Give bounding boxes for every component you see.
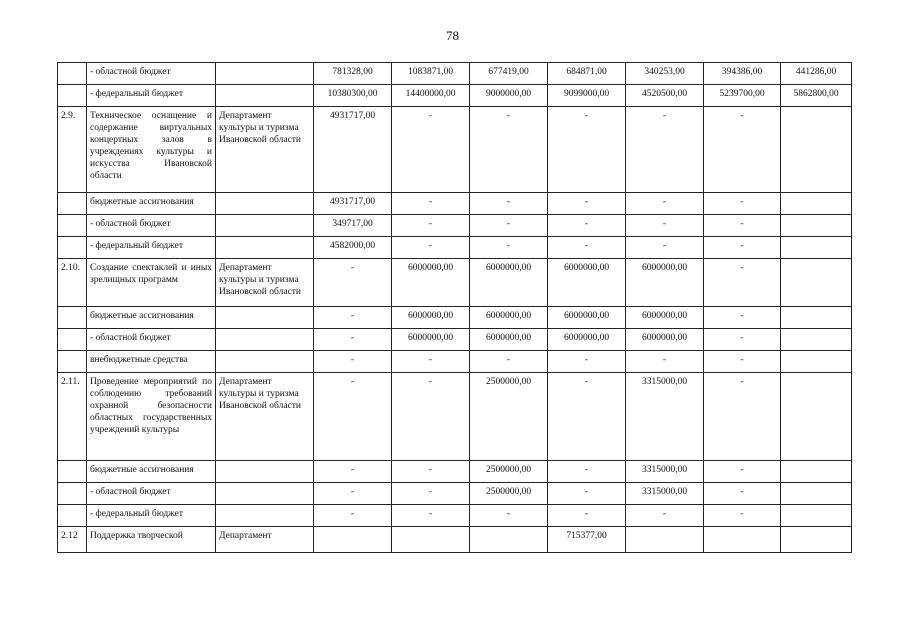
amount-cell-year-6: - xyxy=(704,307,781,329)
amount-cell-year-5 xyxy=(626,527,704,553)
measure-name-cell: Поддержка творческой xyxy=(87,527,216,553)
amount-cell-year-5: - xyxy=(626,505,704,527)
executor-cell: Департамент культуры и туризма Ивановской области xyxy=(216,107,314,193)
measure-name-cell: бюджетные ассигнования xyxy=(87,307,216,329)
amount-cell-year-4: 715377,00 xyxy=(548,527,626,553)
amount-cell-year-4: - xyxy=(548,373,626,461)
executor-cell xyxy=(216,215,314,237)
amount-cell-year-1: 781328,00 xyxy=(314,63,392,85)
amount-cell-year-3 xyxy=(470,527,548,553)
row-number-cell: 2.12 xyxy=(58,527,87,553)
amount-cell-year-5: - xyxy=(626,351,704,373)
amount-cell-year-6: - xyxy=(704,351,781,373)
amount-cell-year-5: - xyxy=(626,237,704,259)
table-row xyxy=(58,461,852,483)
amount-cell-year-3: 9000000,00 xyxy=(470,85,548,107)
amount-cell-year-7 xyxy=(781,259,852,307)
amount-cell-year-3: 2500000,00 xyxy=(470,461,548,483)
amount-cell-year-3: 6000000,00 xyxy=(470,307,548,329)
amount-cell-year-3: - xyxy=(470,107,548,193)
row-number-cell: 2.10. xyxy=(58,259,87,307)
amount-cell-year-5: 6000000,00 xyxy=(626,329,704,351)
executor-cell: Департамент xyxy=(216,527,314,553)
amount-cell-year-5: 340253,00 xyxy=(626,63,704,85)
amount-cell-year-6: - xyxy=(704,461,781,483)
row-number-cell xyxy=(58,237,87,259)
row-number-cell xyxy=(58,85,87,107)
amount-cell-year-4: - xyxy=(548,215,626,237)
measure-name-cell: бюджетные ассигнования xyxy=(87,193,216,215)
amount-cell-year-1: 349717,00 xyxy=(314,215,392,237)
amount-cell-year-3: - xyxy=(470,237,548,259)
amount-cell-year-5: 6000000,00 xyxy=(626,307,704,329)
amount-cell-year-4: - xyxy=(548,107,626,193)
amount-cell-year-6: - xyxy=(704,329,781,351)
executor-cell xyxy=(216,351,314,373)
measure-name-cell: Создание спектаклей и иных зрелищных программ xyxy=(87,259,216,307)
amount-cell-year-1: 4931717,00 xyxy=(314,107,392,193)
amount-cell-year-6: - xyxy=(704,237,781,259)
amount-cell-year-1: - xyxy=(314,461,392,483)
amount-cell-year-3: - xyxy=(470,215,548,237)
measure-name-cell: - областной бюджет xyxy=(87,63,216,85)
row-number-cell xyxy=(58,63,87,85)
amount-cell-year-4: 6000000,00 xyxy=(548,329,626,351)
amount-cell-year-7 xyxy=(781,461,852,483)
amount-cell-year-3: 2500000,00 xyxy=(470,483,548,505)
table-row xyxy=(58,237,852,259)
table-row xyxy=(58,193,852,215)
table-row xyxy=(58,483,852,505)
amount-cell-year-7: 5862800,00 xyxy=(781,85,852,107)
amount-cell-year-1: 10380300,00 xyxy=(314,85,392,107)
amount-cell-year-2: 14400000,00 xyxy=(392,85,470,107)
row-number-cell: 2.11. xyxy=(58,373,87,461)
amount-cell-year-3: 677419,00 xyxy=(470,63,548,85)
amount-cell-year-3: 6000000,00 xyxy=(470,259,548,307)
amount-cell-year-6: - xyxy=(704,215,781,237)
amount-cell-year-4: - xyxy=(548,237,626,259)
row-number-cell xyxy=(58,505,87,527)
amount-cell-year-5: 3315000,00 xyxy=(626,461,704,483)
amount-cell-year-1 xyxy=(314,527,392,553)
amount-cell-year-2: - xyxy=(392,483,470,505)
table-row xyxy=(58,351,852,373)
amount-cell-year-2: 6000000,00 xyxy=(392,307,470,329)
amount-cell-year-7 xyxy=(781,237,852,259)
amount-cell-year-1: - xyxy=(314,351,392,373)
amount-cell-year-2: - xyxy=(392,107,470,193)
amount-cell-year-4: 6000000,00 xyxy=(548,307,626,329)
amount-cell-year-5: - xyxy=(626,107,704,193)
amount-cell-year-4: - xyxy=(548,461,626,483)
measure-name-cell: - федеральный бюджет xyxy=(87,237,216,259)
amount-cell-year-7 xyxy=(781,527,852,553)
table-row xyxy=(58,215,852,237)
amount-cell-year-6: - xyxy=(704,107,781,193)
amount-cell-year-7 xyxy=(781,505,852,527)
amount-cell-year-2: - xyxy=(392,237,470,259)
table-row xyxy=(58,85,852,107)
measure-name-cell: - областной бюджет xyxy=(87,483,216,505)
executor-cell xyxy=(216,307,314,329)
amount-cell-year-1: 4931717,00 xyxy=(314,193,392,215)
amount-cell-year-5: 4520500,00 xyxy=(626,85,704,107)
amount-cell-year-6: 5239700,00 xyxy=(704,85,781,107)
amount-cell-year-1: - xyxy=(314,307,392,329)
amount-cell-year-1: - xyxy=(314,505,392,527)
row-number-cell xyxy=(58,215,87,237)
amount-cell-year-7 xyxy=(781,307,852,329)
executor-cell xyxy=(216,505,314,527)
row-number-cell xyxy=(58,351,87,373)
amount-cell-year-4: - xyxy=(548,505,626,527)
amount-cell-year-2: - xyxy=(392,215,470,237)
amount-cell-year-2: - xyxy=(392,351,470,373)
executor-cell xyxy=(216,461,314,483)
executor-cell xyxy=(216,483,314,505)
amount-cell-year-7 xyxy=(781,107,852,193)
measure-name-cell: бюджетные ассигнования xyxy=(87,461,216,483)
measure-name-cell: внебюджетные средства xyxy=(87,351,216,373)
amount-cell-year-7 xyxy=(781,215,852,237)
measure-name-cell: - областной бюджет xyxy=(87,215,216,237)
amount-cell-year-2: - xyxy=(392,373,470,461)
row-number-cell xyxy=(58,483,87,505)
row-number-cell xyxy=(58,461,87,483)
amount-cell-year-1: - xyxy=(314,483,392,505)
amount-cell-year-1: 4582000,00 xyxy=(314,237,392,259)
amount-cell-year-7 xyxy=(781,483,852,505)
amount-cell-year-5: 3315000,00 xyxy=(626,483,704,505)
amount-cell-year-1: - xyxy=(314,259,392,307)
amount-cell-year-4: 684871,00 xyxy=(548,63,626,85)
row-number-cell xyxy=(58,193,87,215)
amount-cell-year-5: - xyxy=(626,193,704,215)
amount-cell-year-6 xyxy=(704,527,781,553)
row-number-cell xyxy=(58,329,87,351)
amount-cell-year-5: 3315000,00 xyxy=(626,373,704,461)
budget-table xyxy=(57,62,852,553)
amount-cell-year-3: - xyxy=(470,193,548,215)
amount-cell-year-6: - xyxy=(704,373,781,461)
amount-cell-year-6: - xyxy=(704,505,781,527)
executor-cell: Департамент культуры и туризма Ивановской области xyxy=(216,373,314,461)
amount-cell-year-7: 441286,00 xyxy=(781,63,852,85)
executor-cell xyxy=(216,237,314,259)
amount-cell-year-1: - xyxy=(314,373,392,461)
amount-cell-year-6: 394386,00 xyxy=(704,63,781,85)
table-row xyxy=(58,329,852,351)
executor-cell xyxy=(216,329,314,351)
amount-cell-year-5: 6000000,00 xyxy=(626,259,704,307)
amount-cell-year-7 xyxy=(781,351,852,373)
amount-cell-year-3: 6000000,00 xyxy=(470,329,548,351)
table-row xyxy=(58,307,852,329)
amount-cell-year-2 xyxy=(392,527,470,553)
measure-name-cell: - федеральный бюджет xyxy=(87,505,216,527)
table-row xyxy=(58,259,852,307)
page-number: 78 xyxy=(446,28,459,43)
executor-cell xyxy=(216,63,314,85)
amount-cell-year-4: 6000000,00 xyxy=(548,259,626,307)
amount-cell-year-3: 2500000,00 xyxy=(470,373,548,461)
executor-cell xyxy=(216,85,314,107)
amount-cell-year-2: 6000000,00 xyxy=(392,329,470,351)
amount-cell-year-4: - xyxy=(548,351,626,373)
amount-cell-year-2: 1083871,00 xyxy=(392,63,470,85)
table-row xyxy=(58,107,852,193)
amount-cell-year-2: 6000000,00 xyxy=(392,259,470,307)
amount-cell-year-3: - xyxy=(470,351,548,373)
measure-name-cell: - областной бюджет xyxy=(87,329,216,351)
executor-cell xyxy=(216,193,314,215)
amount-cell-year-2: - xyxy=(392,505,470,527)
amount-cell-year-2: - xyxy=(392,193,470,215)
amount-cell-year-4: 9099000,00 xyxy=(548,85,626,107)
amount-cell-year-7 xyxy=(781,329,852,351)
amount-cell-year-5: - xyxy=(626,215,704,237)
amount-cell-year-1: - xyxy=(314,329,392,351)
table-row xyxy=(58,505,852,527)
executor-cell: Департамент культуры и туризма Ивановской области xyxy=(216,259,314,307)
measure-name-cell: Проведение мероприятий по соблюдению требований охранной безопасности областных государственных учреждений культуры xyxy=(87,373,216,461)
amount-cell-year-4: - xyxy=(548,193,626,215)
row-number-cell: 2.9. xyxy=(58,107,87,193)
amount-cell-year-4: - xyxy=(548,483,626,505)
amount-cell-year-3: - xyxy=(470,505,548,527)
measure-name-cell: Техническое оснащение и содержание виртуальных концертных залов в учреждениях культуры и искусства Ивановской области xyxy=(87,107,216,193)
table-row xyxy=(58,373,852,461)
amount-cell-year-7 xyxy=(781,193,852,215)
measure-name-cell: - федеральный бюджет xyxy=(87,85,216,107)
amount-cell-year-2: - xyxy=(392,461,470,483)
row-number-cell xyxy=(58,307,87,329)
amount-cell-year-6: - xyxy=(704,259,781,307)
table-row xyxy=(58,63,852,85)
table-row xyxy=(58,527,852,553)
amount-cell-year-7 xyxy=(781,373,852,461)
amount-cell-year-6: - xyxy=(704,483,781,505)
amount-cell-year-6: - xyxy=(704,193,781,215)
